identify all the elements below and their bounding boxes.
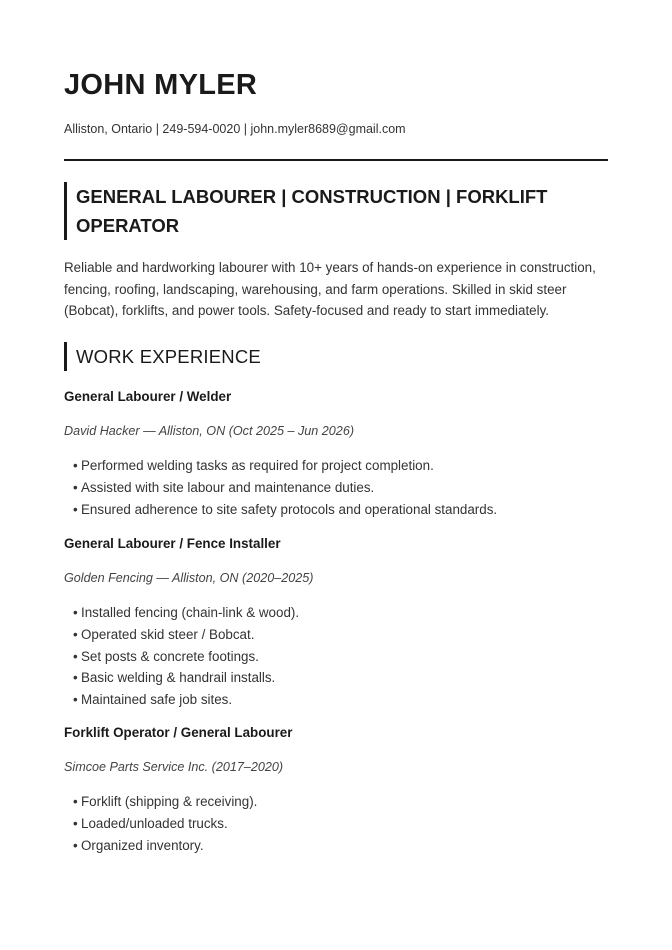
- bullet-icon: •: [73, 605, 78, 620]
- candidate-name: JOHN MYLER: [64, 69, 258, 101]
- duty-text: Maintained safe job sites.: [81, 692, 233, 708]
- duty-text: Performed welding tasks as required for project completion.: [81, 458, 434, 473]
- bullet-icon: •: [73, 837, 78, 853]
- bullet-icon: •: [73, 458, 78, 473]
- job-entry: [64, 535, 608, 711]
- contact-info: Alliston, Ontario | 249-594-0020 | john.myler8689@gmail.com: [64, 122, 406, 136]
- job-title: General Labourer / Fence Installer: [64, 536, 281, 551]
- job-entry: [64, 388, 608, 520]
- bullet-icon: •: [73, 794, 78, 809]
- job-duties-list: [64, 602, 608, 711]
- bullet-icon: •: [73, 692, 78, 708]
- job-title: General Labourer / Welder: [64, 389, 232, 404]
- duty-text: Assisted with site labour and maintenance duties.: [81, 479, 375, 495]
- duty-text: Forklift (shipping & receiving).: [81, 794, 258, 809]
- duty-item: [73, 646, 608, 668]
- duty-item: [73, 667, 608, 689]
- header-divider: [64, 159, 608, 161]
- duty-text: Ensured adherence to site safety protocols and operational standards.: [81, 501, 498, 517]
- duty-text: Installed fencing (chain-link & wood).: [81, 605, 300, 620]
- duty-item: [73, 455, 608, 477]
- duty-item: [73, 477, 608, 499]
- duty-text: Basic welding & handrail installs.: [81, 670, 276, 686]
- duty-item: [73, 813, 608, 835]
- professional-summary: Reliable and hardworking labourer with 10+ years of hands-on experience in construction, fencing, roofing, landscaping, warehousing, and farm operations. Skilled in skid steer (Bobcat), forklifts, and power tools. Safety-focused and ready to start immediately.: [64, 260, 596, 318]
- professional-headline: GENERAL LABOURER | CONSTRUCTION | FORKLIFT OPERATOR: [64, 182, 576, 240]
- bullet-icon: •: [73, 501, 78, 517]
- bullet-icon: •: [73, 815, 78, 831]
- duty-text: Set posts & concrete footings.: [81, 648, 259, 664]
- duty-text: Organized inventory.: [81, 837, 204, 853]
- job-employer-dates: Golden Fencing — Alliston, ON (2020–2025): [64, 571, 314, 585]
- job-duties-list: [64, 791, 608, 856]
- bullet-icon: •: [73, 626, 78, 642]
- bullet-icon: •: [73, 670, 78, 686]
- duty-text: Operated skid steer / Bobcat.: [81, 626, 255, 642]
- duty-item: [73, 791, 608, 813]
- duty-text: Loaded/unloaded trucks.: [81, 815, 228, 831]
- job-duties-list: [64, 455, 608, 520]
- bullet-icon: •: [73, 479, 78, 495]
- duty-item: [73, 602, 608, 624]
- job-employer-dates: Simcoe Parts Service Inc. (2017–2020): [64, 760, 284, 774]
- duty-item: [73, 689, 608, 711]
- duty-item: [73, 835, 608, 857]
- duty-item: [73, 624, 608, 646]
- job-entry: [64, 724, 608, 856]
- job-employer-dates: David Hacker — Alliston, ON (Oct 2025 – Jun 2026): [64, 424, 355, 438]
- job-title: Forklift Operator / General Labourer: [64, 725, 293, 740]
- duty-item: [73, 499, 608, 521]
- bullet-icon: •: [73, 648, 78, 664]
- work-experience-heading: WORK EXPERIENCE: [64, 342, 261, 371]
